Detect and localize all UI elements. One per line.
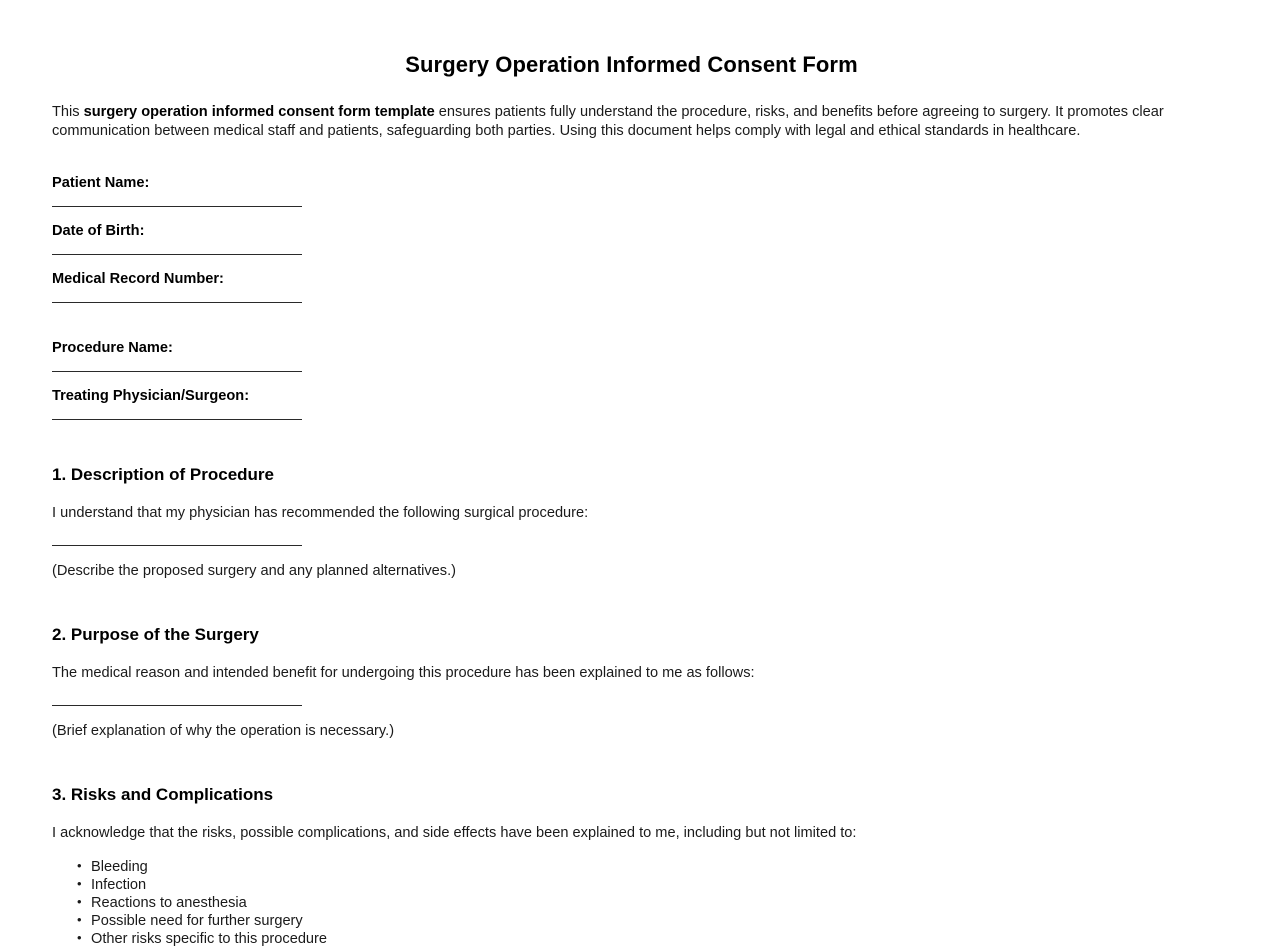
section-description-of-procedure — [52, 420, 1211, 580]
field-label: Medical Record Number: — [52, 271, 224, 287]
intro-lead: This — [52, 104, 84, 120]
list-item: • Reactions to anesthesia — [91, 894, 1211, 912]
section-body: I acknowledge that the risks, possible complications, and side effects have been explained to me, including but not limited to: — [52, 825, 857, 841]
page-title: Surgery Operation Informed Consent Form — [405, 52, 858, 77]
intro-paragraph — [52, 78, 1211, 140]
field-label: Date of Birth: — [52, 223, 145, 239]
list-item: • Other risks specific to this procedure — [91, 930, 1211, 948]
section-heading: 3. Risks and Complications — [52, 785, 274, 804]
field-patient-name — [52, 159, 1211, 207]
patient-fields — [52, 140, 1211, 420]
section-purpose-of-surgery — [52, 580, 1211, 740]
list-item: • Infection — [91, 876, 1211, 894]
section-heading: 2. Purpose of the Surgery — [52, 625, 259, 644]
field-label: Patient Name: — [52, 175, 150, 191]
intro-bold-phrase: surgery operation informed consent form template — [83, 104, 435, 120]
field-date-of-birth — [52, 207, 1211, 255]
field-procedure-name — [52, 303, 1211, 372]
field-label: Treating Physician/Surgeon: — [52, 388, 250, 404]
field-medical-record-number — [52, 255, 1211, 303]
section-note: (Brief explanation of why the operation is necessary.) — [52, 722, 395, 739]
section-body: I understand that my physician has recommended the following surgical procedure: — [52, 505, 589, 521]
section-body: The medical reason and intended benefit for undergoing this procedure has been explained to me as follows: — [52, 665, 755, 681]
intro-rest: ensures patients fully understand the procedure, risks, and benefits before agreeing to surgery. It promotes clear communication between medical staff and patients, safeguarding both parties. Using this document helps comply with legal and ethical standards in healthcare. — [52, 104, 1164, 139]
field-treating-physician — [52, 372, 1211, 420]
section-risks-and-complications — [52, 740, 1211, 948]
risks-list — [52, 843, 1211, 948]
list-item: • Possible need for further surgery — [91, 912, 1211, 930]
section-heading: 1. Description of Procedure — [52, 465, 274, 484]
section-note: (Describe the proposed surgery and any planned alternatives.) — [52, 562, 456, 579]
list-item: • Bleeding — [91, 858, 1211, 876]
field-label: Procedure Name: — [52, 340, 173, 356]
